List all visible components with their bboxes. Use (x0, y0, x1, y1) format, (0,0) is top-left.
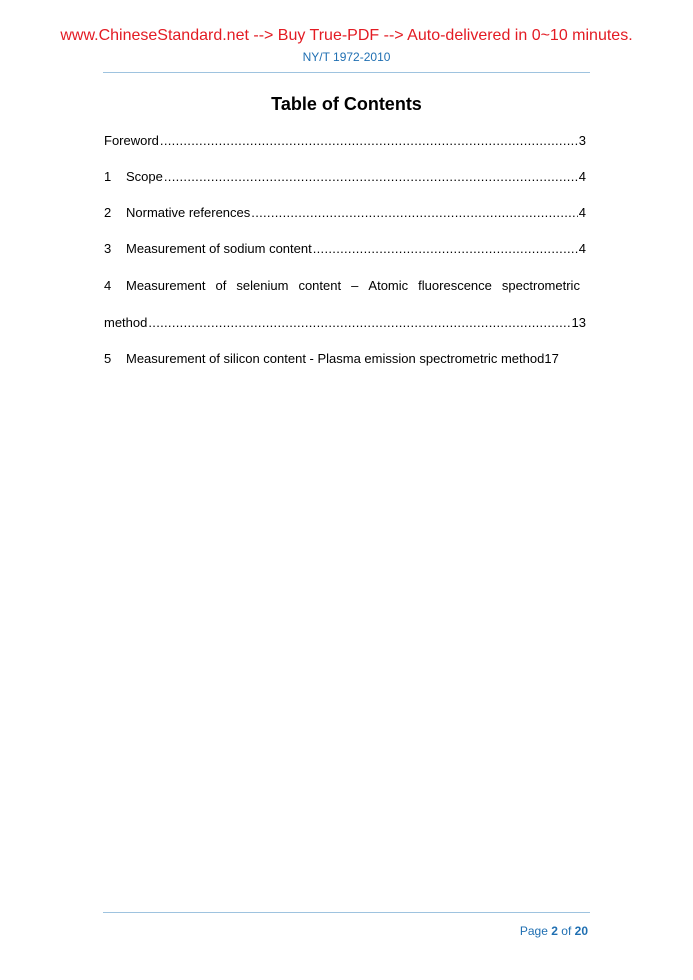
of-word: of (561, 924, 572, 938)
toc-entry-page: 17 (544, 351, 559, 366)
current-page-number: 2 (551, 924, 558, 938)
toc-word: – (351, 278, 359, 293)
toc-word: content (298, 278, 342, 293)
toc-entry-label: Measurement of sodium content (126, 241, 312, 256)
toc-entry-sodium[interactable] (104, 240, 586, 258)
toc-entry-label: Scope (126, 169, 163, 184)
toc-entry-page: 4 (578, 241, 586, 256)
standard-code: NY/T 1972-2010 (302, 50, 391, 64)
toc-word: Measurement (126, 278, 206, 293)
toc-entry-selenium-continued[interactable] (104, 314, 586, 332)
header-divider (103, 72, 590, 73)
toc-entry-number: 4 (104, 278, 112, 293)
toc-word: spectrometric (501, 278, 580, 293)
toc-word: selenium (236, 278, 289, 293)
toc-entry-number-and-first-word (104, 277, 205, 295)
toc-entry-label: Normative references (126, 205, 251, 220)
footer-divider (103, 912, 590, 913)
toc-leader-dots (160, 132, 578, 150)
page-word: Page (519, 924, 548, 938)
toc-word: fluorescence (418, 278, 492, 293)
toc-leader-dots (251, 204, 577, 222)
toc-word: Atomic (368, 278, 409, 293)
toc-entry-label: Foreword (104, 133, 159, 148)
toc-entry-page: 4 (578, 169, 586, 184)
toc-entry-scope[interactable] (104, 168, 586, 186)
toc-entry-foreword[interactable] (104, 132, 586, 150)
toc-leader-dots (313, 240, 578, 258)
toc-entry-label: method (104, 315, 148, 330)
toc-entry-selenium[interactable] (104, 277, 580, 295)
total-page-count: 20 (574, 924, 588, 938)
toc-entry-page: 13 (571, 315, 586, 330)
toc-entry-number: 3 (104, 241, 112, 256)
toc-leader-dots (148, 314, 570, 332)
toc-entry-normative-references[interactable] (104, 204, 586, 222)
toc-entry-number: 1 (104, 169, 112, 184)
toc-entry-page: 3 (578, 133, 586, 148)
toc-leader-dots (164, 168, 578, 186)
toc-entry-silicon[interactable] (104, 350, 594, 368)
toc-entry-number: 2 (104, 205, 112, 220)
page-indicator (500, 923, 588, 939)
toc-entry-page: 4 (578, 205, 586, 220)
toc-title: Table of Contents (271, 94, 422, 114)
toc-entry-number: 5 (104, 351, 112, 366)
toc-word: of (215, 278, 227, 293)
toc-entry-label: Measurement of silicon content - Plasma emission spectrometric method (126, 351, 545, 366)
promo-banner-link[interactable]: www.ChineseStandard.net --> Buy True-PDF --> Auto-delivered in 0~10 minutes. (60, 27, 633, 44)
